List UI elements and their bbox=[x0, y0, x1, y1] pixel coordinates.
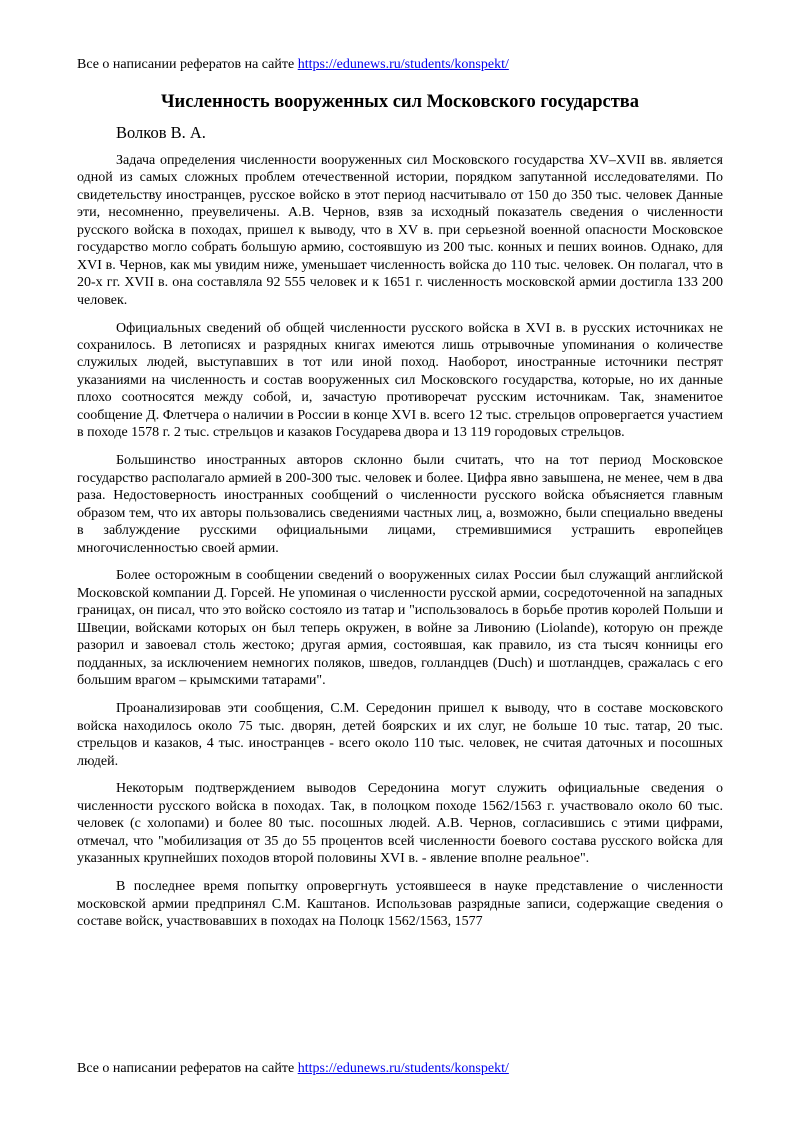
footer-link[interactable]: https://edunews.ru/students/konspekt/ bbox=[297, 1061, 509, 1076]
header-prefix-text: Все о написании рефератов на сайте bbox=[77, 57, 298, 72]
document-title: Численность вооруженных сил Московского государства bbox=[160, 92, 640, 112]
paragraph-5: Проанализировав эти сообщения, С.М. Середонин пришел к выводу, что в составе московского войска находилось около 75 тыс. дворян, детей боярских и их слуг, не больше 10 тыс. татар, 20 тыс. стрельцов и казаков, 4 тыс. иностранцев - всего около 110 тыс. человек, не считая даточных и посошных людей. bbox=[77, 701, 723, 769]
footer-prefix-text: Все о написании рефератов на сайте bbox=[77, 1061, 298, 1076]
paragraph-6: Некоторым подтверждением выводов Середонина могут служить официальные сведения о численности русского войска в походах. Так, в полоцком походе 1562/1563 г. участвовало около 60 тыс. человек (с холопами) и более 80 тыс. посошных людей. А.В. Чернов, согласившись с этими цифрами, отмечал, что "мобилизация от 35 до 55 процентов всей численности боевого состава русского войска для указанных крупнейших походов второй половины XVI в. - явление вполне реальное". bbox=[77, 781, 723, 867]
header-link[interactable]: https://edunews.ru/students/konspekt/ bbox=[297, 57, 509, 72]
document-body bbox=[77, 152, 723, 941]
page-footer bbox=[77, 1060, 509, 1078]
page-header bbox=[77, 56, 509, 74]
paragraph-4: Более осторожным в сообщении сведений о вооруженных силах России был служащий английской Московской компании Д. Горсей. Не упоминая о численности русской армии, сосредоточенной на западных границах, он писал, что это войско состояло из татар и "использовалось в борьбе против королей Польши и Швеции, войсками которых он был теперь окружен, в войне за Ливонию (Liolande), которую он прежде разорил и завоевал столь жестоко; другая армия, состоявшая, как правило, из ста тысяч конницы его подданных, за исключением немногих поляков, шведов, голландцев (Duch) и шотландцев, сражалась с его большим врагом – крымскими татарами". bbox=[77, 568, 723, 689]
author-name: Волков В. А. bbox=[116, 123, 206, 142]
paragraph-7: В последнее время попытку опровергнуть устоявшееся в науке представление о численности московской армии предпринял С.М. Каштанов. Использовав разрядные записи, содержащие сведения о составе войск, участвовавших в походах на Полоцк 1562/1563, 1577 bbox=[77, 879, 723, 930]
paragraph-3: Большинство иностранных авторов склонно были считать, что на тот период Московское государство располагало армией в 200-300 тыс. человек и более. Цифра явно завышена, не менее, чем в два раза. Недостоверность иностранных сообщений о численности русского войска объясняется главным образом тем, что их авторы пользовались сведениями частных лиц, а, возможно, были специально введены в заблуждение русскими официальными лицами, стремившимися устрашить европейцев многочисленностью своей армии. bbox=[77, 453, 723, 556]
paragraph-2: Официальных сведений об общей численности русского войска в XVI в. в русских источниках не сохранилось. В летописях и разрядных книгах имеются лишь отрывочные упоминания о количестве служилых людей, выступавших в тот или иной поход. Наоборот, иностранные источники пестрят указаниями на численность и состав вооруженных сил Московского государства, которые, но их данные плохо соотносятся между собой, и, зачастую противоречат русским источникам. Так, знаменитое сообщение Д. Флетчера о наличии в России в конце XVI в. всего 12 тыс. стрельцов опровергается участием в походе 1578 г. 2 тыс. стрельцов и казаков Государева двора и 13 119 городовых стрельцов. bbox=[77, 320, 723, 441]
paragraph-1: Задача определения численности вооруженных сил Московского государства XV–XVII вв. является одной из самых сложных проблем отечественной истории, порядком запутанной исследователями. По свидетельству иностранцев, русское войско в этот период насчитывало от 150 до 350 тыс. человек Данные эти, несомненно, преувеличены. А.В. Чернов, взяв за исходный показатель сведения о численности русского войска в походах, пришел к выводу, что в XV в. при серьезной военной опасности Московское государство могло собрать большую армию, состоявшую из 200 тыс. конных и пеших воинов. Однако, для XVI в. Чернов, как мы увидим ниже, уменьшает численность войска до 110 тыс. человек. Он полагал, что в 20-х гг. XVII в. она составляла 92 555 человек и к 1651 г. численность московской армии достигла 133 200 человек. bbox=[77, 153, 723, 308]
